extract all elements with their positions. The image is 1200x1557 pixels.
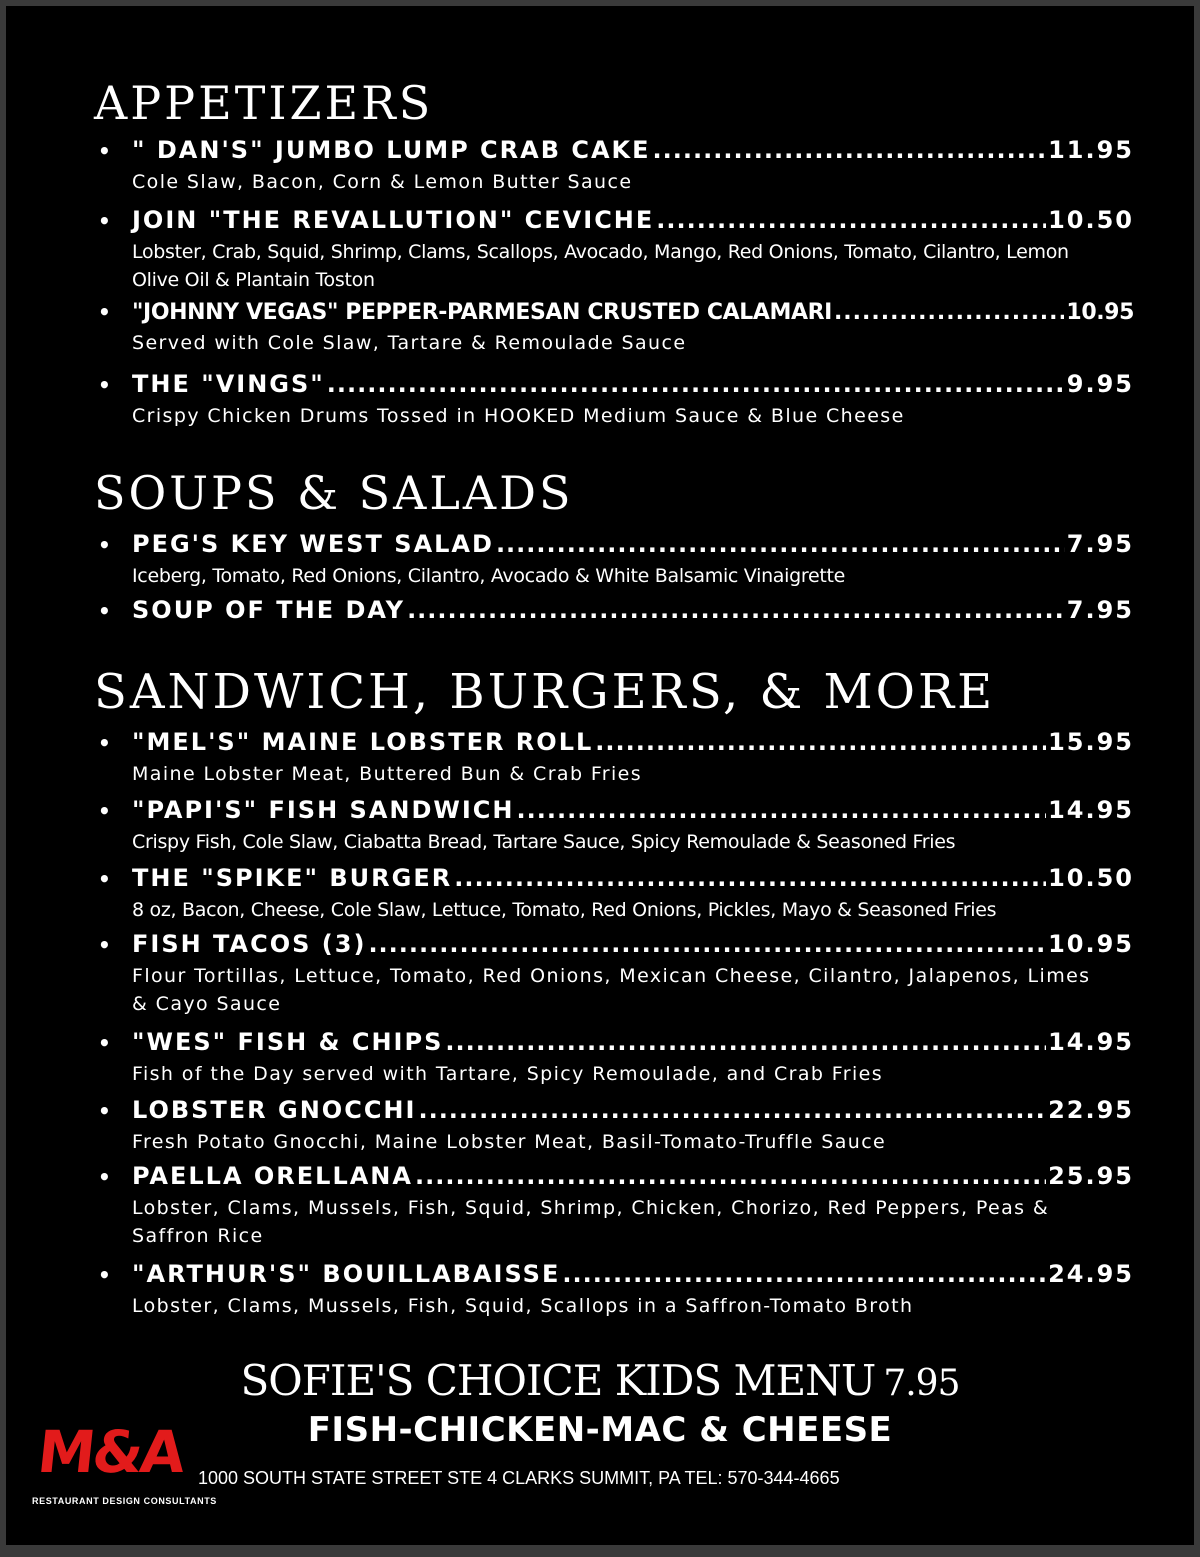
item-price: 10.50 (1048, 206, 1134, 234)
bullet-icon: • (98, 533, 113, 557)
menu-item (94, 796, 1134, 856)
bullet-icon: • (98, 1263, 113, 1287)
restaurant-address: 1000 SOUTH STATE STREET STE 4 CLARKS SUMMIT, PA TEL: 570-344-4665 (198, 1468, 840, 1488)
item-price: 22.95 (1048, 1096, 1134, 1124)
item-description: Iceberg, Tomato, Red Onions, Cilantro, Avocado & White Balsamic Vinaigrette (132, 565, 846, 587)
dot-leader (496, 530, 1065, 558)
item-price: 10.95 (1048, 930, 1134, 958)
bullet-icon: • (98, 867, 113, 891)
item-name: LOBSTER GNOCCHI (132, 1096, 417, 1124)
item-price: 25.95 (1048, 1162, 1134, 1190)
item-price: 14.95 (1048, 796, 1134, 824)
kids-menu-title (6, 1356, 1194, 1405)
dot-leader (415, 1162, 1046, 1190)
item-description: Served with Cole Slaw, Tartare & Remoulade Sauce (132, 332, 687, 354)
dot-leader (562, 1260, 1046, 1288)
item-price: 9.95 (1066, 370, 1134, 398)
menu-item (94, 300, 1134, 357)
item-description: 8 oz, Bacon, Cheese, Cole Slaw, Lettuce, Tomato, Red Onions, Pickles, Mayo & Seasoned Fries (132, 899, 997, 921)
kids-menu-name: SOFIE'S CHOICE KIDS MENU (240, 1356, 876, 1405)
menu-item (94, 930, 1134, 1018)
bullet-icon: • (98, 933, 113, 957)
item-description: Lobster, Crab, Squid, Shrimp, Clams, Scallops, Avocado, Mango, Red Onions, Tomato, Cilantro, Lemon Olive Oil & Plantain Toston (132, 241, 1069, 291)
kids-menu-price: 7.95 (883, 1363, 960, 1404)
item-name: "PAPI'S" FISH SANDWICH (132, 796, 515, 824)
item-name: PEG'S KEY WEST SALAD (132, 530, 494, 558)
item-price: 24.95 (1048, 1260, 1134, 1288)
menu-item (94, 596, 1134, 624)
menu-item (94, 530, 1134, 590)
item-price: 14.95 (1048, 1028, 1134, 1056)
dot-leader (656, 206, 1046, 234)
item-description: Crispy Fish, Cole Slaw, Ciabatta Bread, Tartare Sauce, Spicy Remoulade & Seasoned Fries (132, 831, 956, 853)
dot-leader (407, 596, 1065, 624)
item-name: "MEL'S" MAINE LOBSTER ROLL (132, 728, 594, 756)
item-price: 10.50 (1048, 864, 1134, 892)
section-title-appetizers: APPETIZERS (94, 76, 434, 130)
bullet-icon: • (98, 300, 111, 324)
item-name: JOIN "THE REVALLUTION" CEVICHE (132, 206, 655, 234)
item-price: 7.95 (1066, 596, 1134, 624)
item-name: PAELLA ORELLANA (132, 1162, 413, 1190)
bullet-icon: • (98, 139, 113, 163)
menu-item (94, 206, 1134, 294)
item-price: 15.95 (1048, 728, 1134, 756)
bullet-icon: • (98, 209, 113, 233)
menu-page (6, 6, 1194, 1545)
item-price: 10.95 (1066, 300, 1134, 325)
item-description: Fresh Potato Gnocchi, Maine Lobster Meat, Basil-Tomato-Truffle Sauce (132, 1131, 887, 1153)
dot-leader (445, 1028, 1046, 1056)
menu-item (94, 728, 1134, 788)
dot-leader (517, 796, 1047, 824)
menu-item (94, 1162, 1134, 1250)
dot-leader (834, 300, 1064, 325)
menu-item (94, 1096, 1134, 1156)
item-description: Fish of the Day served with Tartare, Spicy Remoulade, and Crab Fries (132, 1063, 884, 1085)
dot-leader (327, 370, 1065, 398)
menu-item (94, 1260, 1134, 1320)
bullet-icon: • (98, 599, 113, 623)
logo-subtitle: RESTAURANT DESIGN CONSULTANTS (32, 1496, 217, 1506)
item-name: " DAN'S" JUMBO LUMP CRAB CAKE (132, 136, 651, 164)
dot-leader (653, 136, 1047, 164)
menu-item (94, 136, 1134, 196)
dot-leader (454, 864, 1046, 892)
menu-item (94, 1028, 1134, 1088)
logo-mark: M&A (34, 1418, 186, 1486)
menu-item (94, 370, 1134, 430)
company-logo (32, 1418, 242, 1514)
item-description: Cole Slaw, Bacon, Corn & Lemon Butter Sauce (132, 171, 633, 193)
item-price: 11.95 (1048, 136, 1134, 164)
bullet-icon: • (98, 1099, 113, 1123)
item-description: Lobster, Clams, Mussels, Fish, Squid, Shrimp, Chicken, Chorizo, Red Peppers, Peas & Saffron Rice (132, 1197, 1050, 1247)
bullet-icon: • (98, 373, 113, 397)
section-title-soups-salads: SOUPS & SALADS (94, 466, 574, 520)
item-description: Lobster, Clams, Mussels, Fish, Squid, Scallops in a Saffron-Tomato Broth (132, 1295, 914, 1317)
dot-leader (418, 1096, 1046, 1124)
item-name: SOUP OF THE DAY (132, 596, 406, 624)
item-name: FISH TACOS (3) (132, 930, 367, 958)
item-description: Maine Lobster Meat, Buttered Bun & Crab Fries (132, 763, 643, 785)
item-name: "WES" FISH & CHIPS (132, 1028, 444, 1056)
item-name: "JOHNNY VEGAS" PEPPER-PARMESAN CRUSTED CALAMARI (132, 300, 832, 325)
item-description: Crispy Chicken Drums Tossed in HOOKED Medium Sauce & Blue Cheese (132, 405, 905, 427)
item-name: "ARTHUR'S" BOUILLABAISSE (132, 1260, 561, 1288)
bullet-icon: • (98, 1165, 113, 1189)
item-name: THE "VINGS" (132, 370, 325, 398)
dot-leader (595, 728, 1046, 756)
item-price: 7.95 (1066, 530, 1134, 558)
bullet-icon: • (98, 1031, 113, 1055)
bullet-icon: • (98, 799, 113, 823)
dot-leader (368, 930, 1046, 958)
kids-menu-subtitle: FISH-CHICKEN-MAC & CHEESE (307, 1410, 893, 1450)
item-description: Flour Tortillas, Lettuce, Tomato, Red Onions, Mexican Cheese, Cilantro, Jalapenos, Limes & Cayo Sauce (132, 965, 1091, 1015)
item-name: THE "SPIKE" BURGER (132, 864, 453, 892)
section-title-sandwiches: SANDWICH, BURGERS, & MORE (94, 664, 996, 720)
menu-item (94, 864, 1134, 924)
bullet-icon: • (98, 731, 113, 755)
